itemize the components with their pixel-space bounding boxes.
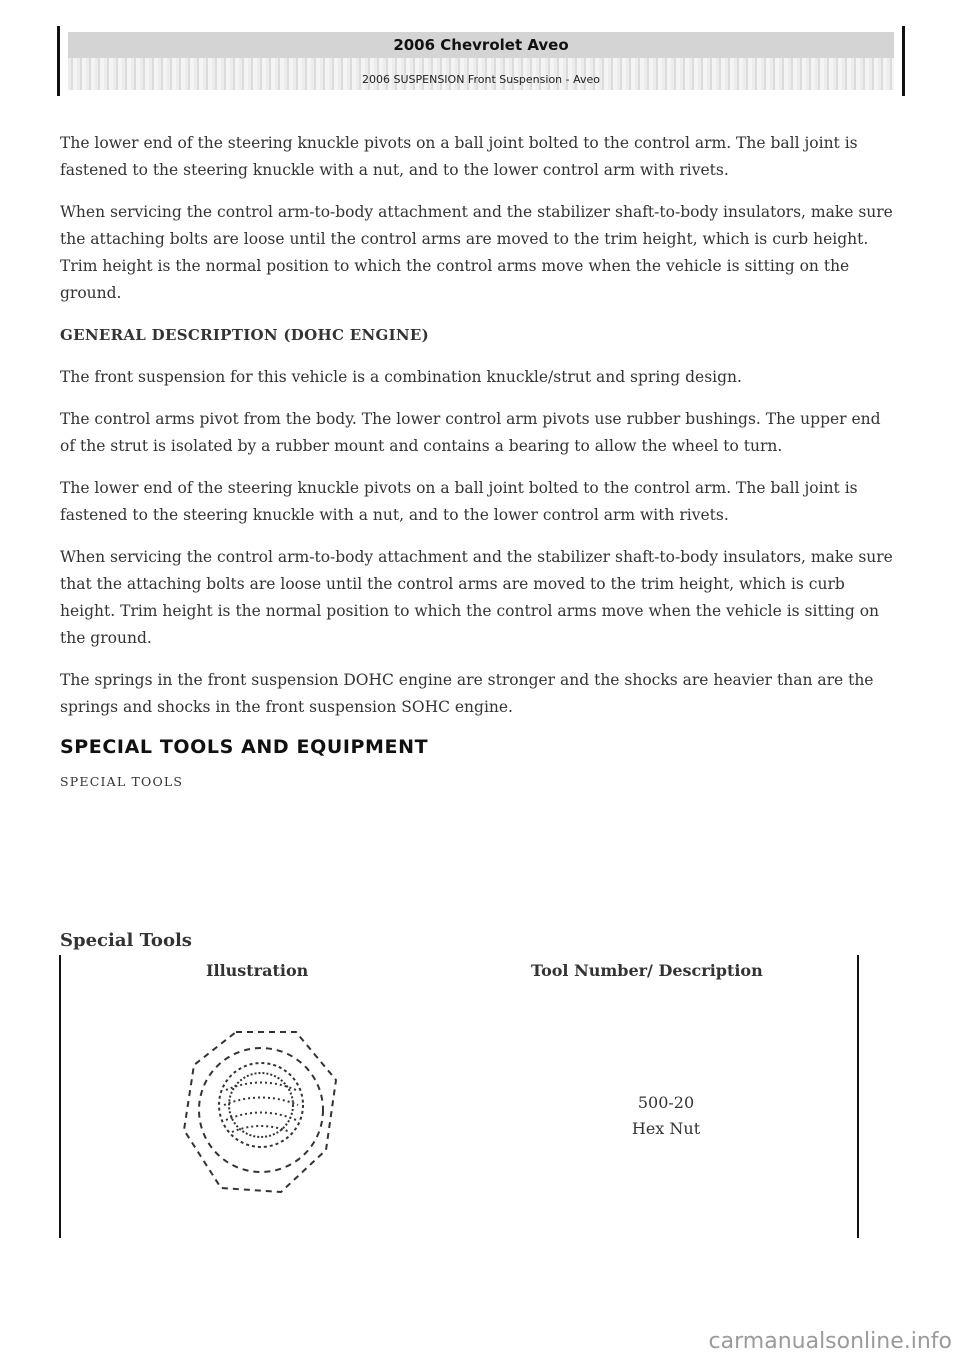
tool-column-header: Tool Number/ Description [531,961,763,980]
paragraph-5: The lower end of the steering knuckle pivots on a ball joint bolted to the control arm. The ball joint is fastened to the steering knuckle with a nut, and to the lower control arm with rivets. [60,479,858,524]
document-body [60,130,900,803]
paragraph-4: The control arms pivot from the body. The lower control arm pivots use rubber bushings. The upper end of the strut is isolated by a rubber mount and contains a bearing to allow the wheel to turn. [60,410,881,455]
special-tools-table [59,955,859,1238]
special-tools-subtitle: SPECIAL TOOLS [60,774,184,789]
paragraph-1: The lower end of the steering knuckle pivots on a ball joint bolted to the control arm. The ball joint is fastened to the steering knuckle with a nut, and to the lower control arm with rivets. [60,134,858,179]
special-tools-section-title: SPECIAL TOOLS AND EQUIPMENT [60,736,429,758]
tool-description: Hex Nut [631,1119,701,1138]
hex-nut-illustration [176,1020,356,1200]
paragraph-3: The front suspension for this vehicle is a combination knuckle/strut and spring design. [60,368,742,386]
tool-number: 500-20 [637,1093,695,1112]
paragraph-2: When servicing the control arm-to-body attachment and the stabilizer shaft-to-body insulators, make sure the attaching bolts are loose until the control arms are moved to the trim height, which is curb height. Trim height is the normal position to which the control arms move when the vehicle is sitting on the ground. [60,203,893,302]
general-description-heading: GENERAL DESCRIPTION (DOHC ENGINE) [60,326,430,344]
page-header [57,26,905,96]
paragraph-7: The springs in the front suspension DOHC engine are stronger and the shocks are heavier than are the springs and shocks in the front suspension SOHC engine. [60,671,874,716]
watermark-text: carmanualsonline.info [708,1329,952,1354]
tool-description-cell [621,1090,711,1142]
header-title: 2006 Chevrolet Aveo [68,32,894,58]
header-subtitle: 2006 SUSPENSION Front Suspension - Aveo [68,58,894,90]
paragraph-6: When servicing the control arm-to-body attachment and the stabilizer shaft-to-body insulators, make sure that the attaching bolts are loose until the control arms are moved to the trim height, which is curb height. Trim height is the normal position to which the control arms move when the vehicle is sitting on the ground. [60,548,893,647]
special-tools-table-heading: Special Tools [60,930,192,951]
illustration-column-header: Illustration [206,961,309,980]
